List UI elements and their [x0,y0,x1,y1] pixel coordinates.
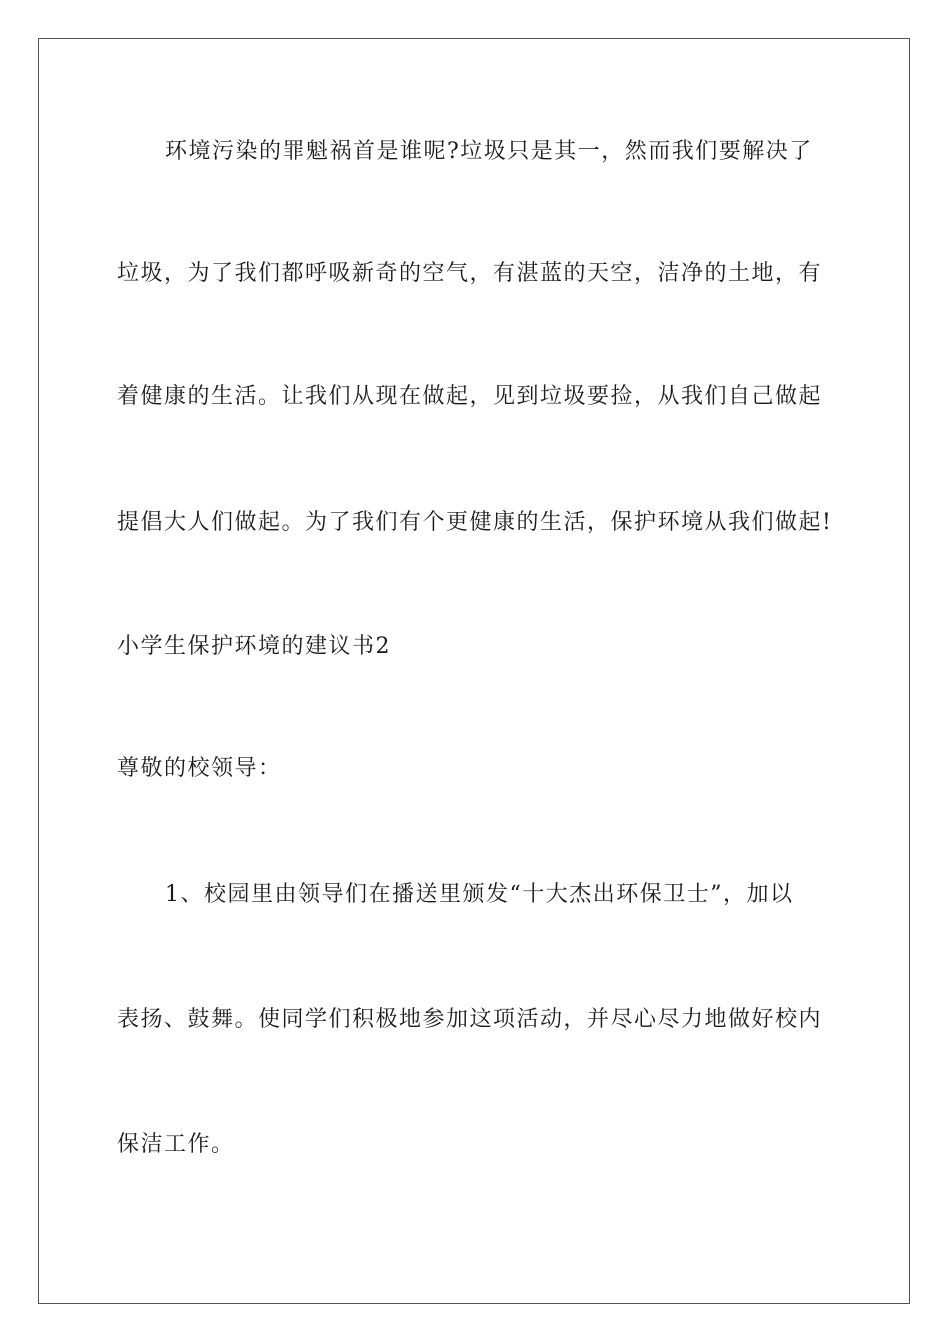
paragraph-line-2: 垃圾，为了我们都呼吸新奇的空气，有湛蓝的天空，洁净的土地，有 [117,261,823,286]
paragraph-line-4: 提倡大人们做起。为了我们有个更健康的生活，保护环境从我们做起! [117,510,833,535]
salutation: 尊敬的校领导： [117,756,282,781]
section-title: 小学生保护环境的建议书2 [117,634,391,659]
page-frame [38,38,910,1304]
list-item-1-line-2: 表扬、鼓舞。使同学们积极地参加这项活动，并尽心尽力地做好校内 [117,1007,823,1032]
paragraph-line-3: 着健康的生活。让我们从现在做起，见到垃圾要捡，从我们自己做起 [117,384,823,409]
list-item-1-line-3: 保洁工作。 [117,1132,235,1157]
list-item-1-line-1: 1、校园里由领导们在播送里颁发“十大杰出环保卫士”，加以 [165,882,794,907]
paragraph-line-1: 环境污染的罪魁祸首是谁呢?垃圾只是其一，然而我们要解决了 [165,139,813,164]
